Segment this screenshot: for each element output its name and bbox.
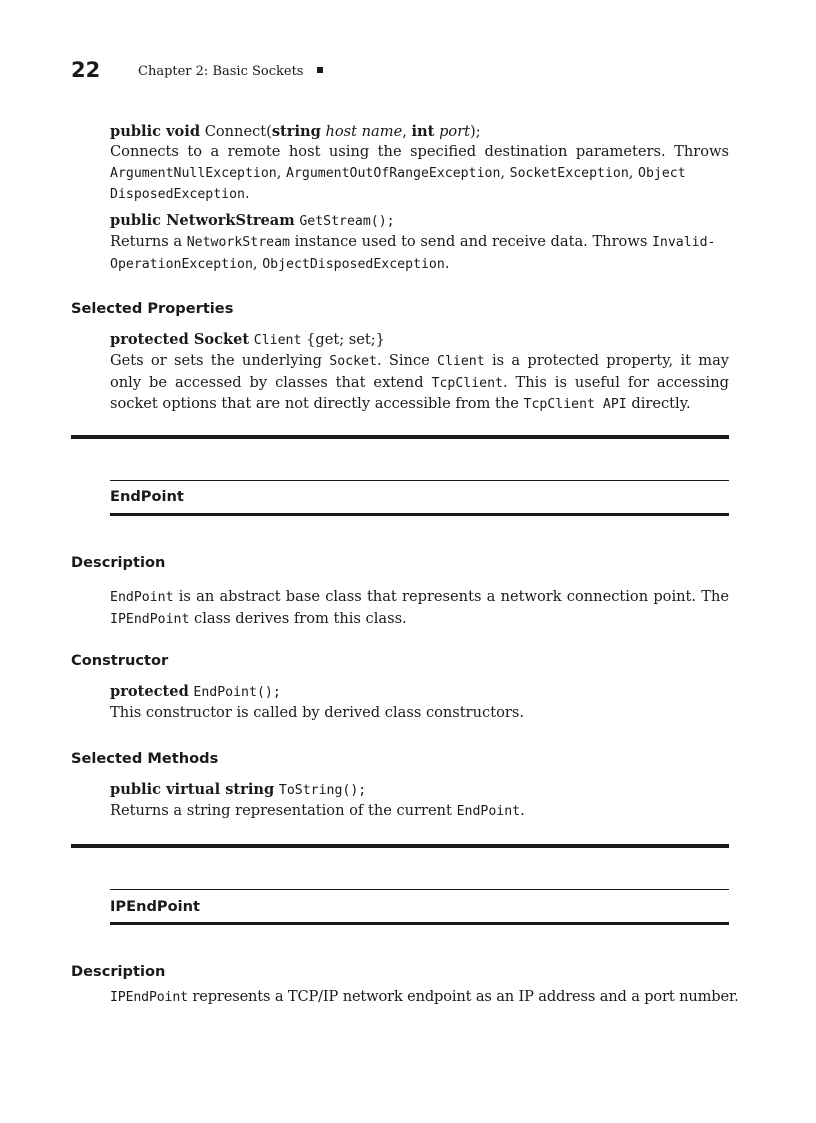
param-type: int bbox=[411, 123, 435, 140]
endpoint-description-heading: Description bbox=[71, 554, 166, 571]
signature-close: ); bbox=[470, 123, 481, 140]
property-name: Client bbox=[253, 333, 302, 348]
desc-text: Connects to a remote host using the specified destination parameters. Throws bbox=[110, 143, 729, 160]
param-name: port bbox=[439, 123, 471, 140]
method-name: Connect( bbox=[204, 123, 272, 140]
client-property-description bbox=[110, 351, 729, 416]
tostring-signature bbox=[110, 780, 730, 801]
endpoint-class-title: EndPoint bbox=[110, 488, 184, 505]
desc-text: is a protected property, it may only be accessed by classes that extend bbox=[110, 352, 730, 391]
method-name: ToString(); bbox=[278, 783, 367, 798]
desc-text: is an abstract base class that represents a network connection point. The bbox=[178, 588, 730, 605]
desc-text: class derives from this class. bbox=[194, 609, 407, 627]
exception-name: ObjectDisposedException bbox=[262, 256, 445, 272]
code-term: IPEndPoint bbox=[110, 611, 190, 627]
exception-name: DisposedException bbox=[110, 187, 245, 202]
code-term: Client bbox=[437, 354, 485, 369]
getstream-description: Returns a NetworkStream instance used to send and receive data. Throws Invalid- OperationException, ObjectDisposedException. bbox=[110, 233, 716, 272]
endpoint-description bbox=[110, 587, 729, 630]
param-type: string bbox=[271, 123, 321, 140]
desc-text: directly. bbox=[631, 395, 691, 412]
desc-text: instance used to send and receive data. Throws bbox=[294, 233, 648, 250]
square-bullet-icon bbox=[317, 67, 323, 73]
period: . bbox=[444, 254, 450, 272]
code-term: TcpClient bbox=[431, 375, 503, 391]
ipendpoint-description bbox=[110, 987, 739, 1009]
connect-description: Connects to a remote host using the specified destination parameters. Throws ArgumentNullException, ArgumentOutOfRangeException, SocketException, Object DisposedException. bbox=[110, 143, 729, 202]
getstream-signature bbox=[110, 211, 730, 232]
desc-text: Returns a string representation of the current bbox=[110, 802, 452, 819]
desc-text: . Since bbox=[376, 352, 430, 369]
chapter-title: Chapter 2: Basic Sockets bbox=[138, 64, 304, 79]
page-number: 22 bbox=[71, 58, 101, 82]
desc-text: Gets or sets the underlying bbox=[110, 352, 322, 369]
exception-name: Invalid- bbox=[651, 235, 716, 250]
separator: , bbox=[402, 123, 407, 140]
keyword: public NetworkStream bbox=[110, 212, 295, 229]
selected-properties-heading: Selected Properties bbox=[71, 300, 234, 317]
param-name: host name bbox=[325, 123, 403, 140]
constructor-description: This constructor is called by derived class constructors. bbox=[110, 704, 524, 721]
desc-text: . This is useful for accessing socket options that are not directly accessible from the bbox=[110, 373, 729, 412]
code-term: EndPoint bbox=[110, 590, 174, 605]
class-title-bottom-rule bbox=[110, 513, 729, 516]
class-title-top-rule bbox=[110, 480, 729, 481]
code-term: TcpClient API bbox=[523, 397, 627, 412]
exception-name: OperationException bbox=[110, 256, 253, 272]
class-title-bottom-rule bbox=[110, 922, 729, 925]
running-head bbox=[138, 63, 323, 81]
selected-methods-heading: Selected Methods bbox=[71, 750, 219, 767]
code-term: EndPoint bbox=[456, 804, 521, 819]
exception-name: ArgumentOutOfRangeException bbox=[286, 165, 501, 181]
keyword: protected bbox=[110, 683, 189, 700]
exception-name: SocketException bbox=[509, 165, 629, 181]
class-title-top-rule bbox=[110, 889, 729, 890]
client-property-signature bbox=[110, 330, 730, 351]
period: . bbox=[244, 185, 250, 202]
exception-name: Object bbox=[638, 165, 686, 181]
keyword: public void bbox=[110, 123, 201, 140]
constructor-heading: Constructor bbox=[71, 652, 169, 669]
type-name: NetworkStream bbox=[186, 235, 290, 250]
code-term: Socket bbox=[329, 354, 377, 369]
constructor-signature bbox=[110, 682, 730, 703]
code-term: IPEndPoint bbox=[110, 990, 188, 1005]
keyword: public virtual string bbox=[110, 781, 275, 798]
keyword: protected Socket bbox=[110, 331, 250, 348]
method-name: EndPoint(); bbox=[193, 685, 281, 700]
ipendpoint-description-heading: Description bbox=[71, 963, 166, 980]
exception-name: ArgumentNullException bbox=[110, 165, 277, 181]
method-name: GetStream(); bbox=[299, 214, 395, 229]
accessor: {get; set;} bbox=[306, 331, 385, 348]
desc-text: Returns a bbox=[110, 233, 183, 250]
period: . bbox=[520, 802, 525, 819]
connect-signature bbox=[110, 122, 730, 142]
tostring-description bbox=[110, 801, 729, 823]
section-divider bbox=[71, 435, 729, 439]
desc-text: represents a TCP/IP network endpoint as an IP address and a port number. bbox=[192, 988, 739, 1005]
ipendpoint-class-title: IPEndPoint bbox=[110, 898, 201, 915]
section-divider bbox=[71, 844, 729, 848]
